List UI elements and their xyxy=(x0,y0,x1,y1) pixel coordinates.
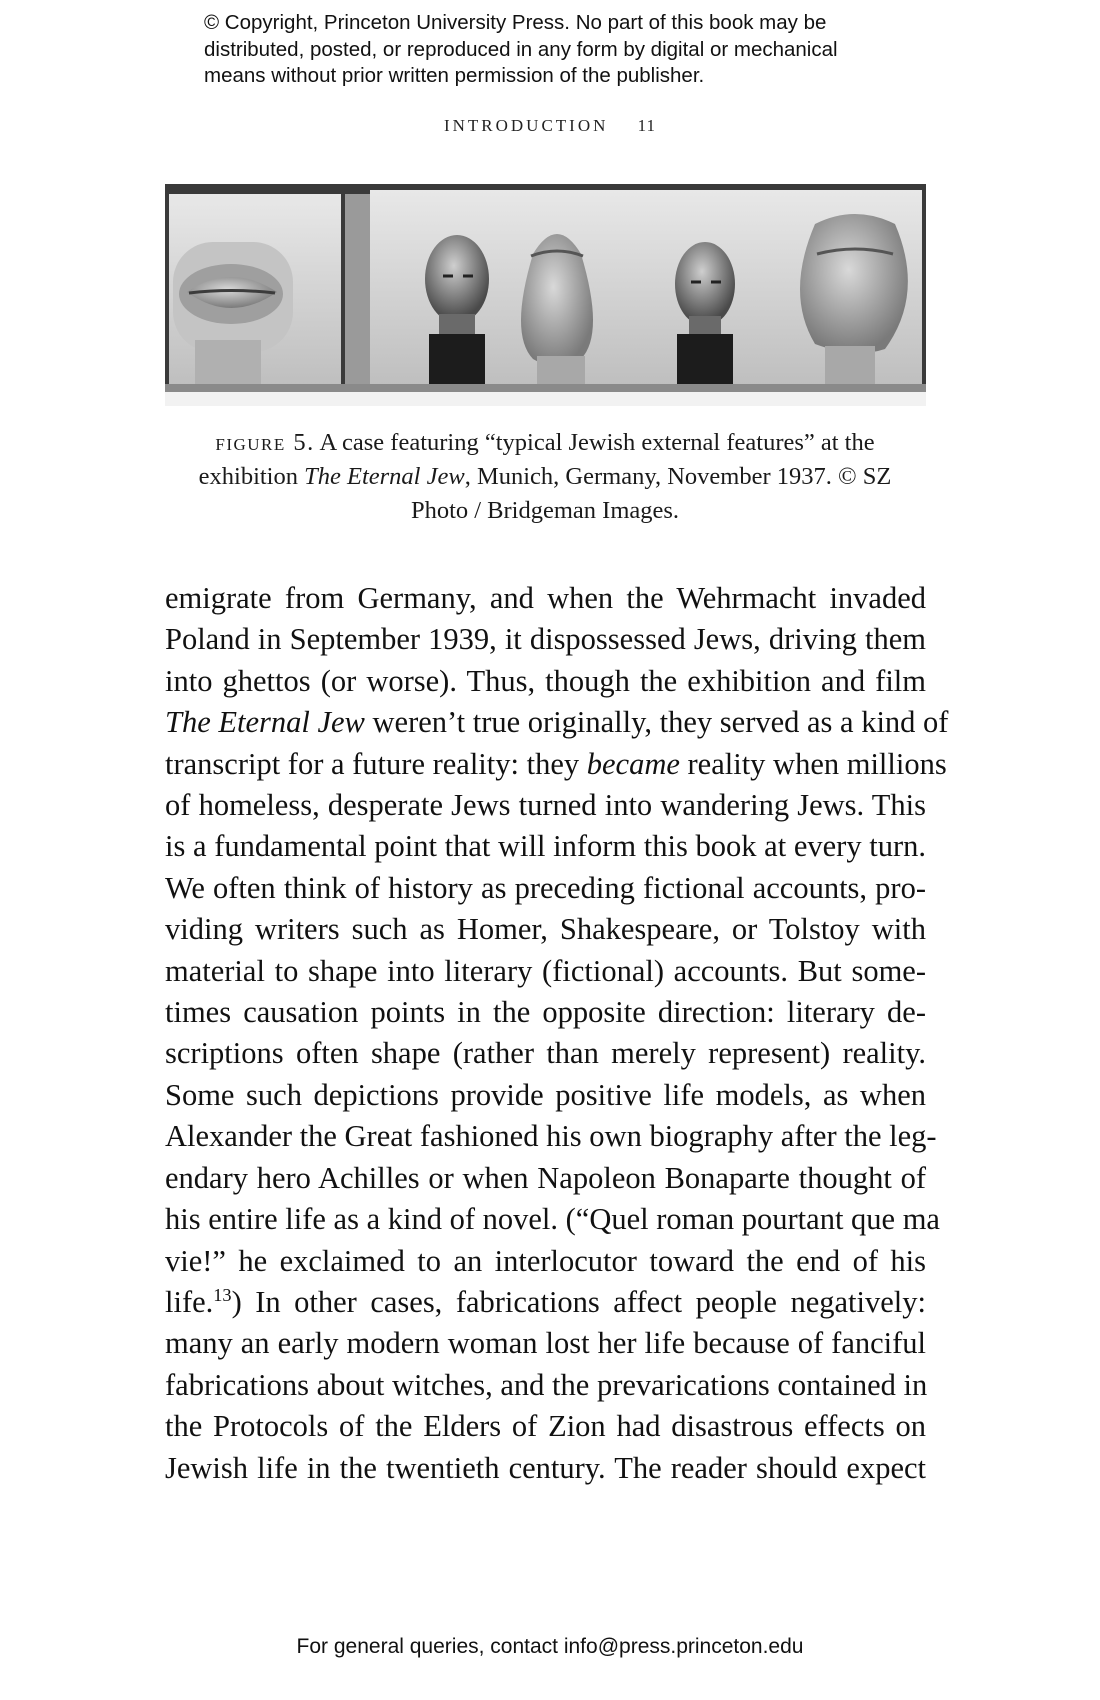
text-line: times causation points in the opposite direction: literary de- xyxy=(165,995,926,1030)
text-line: life.$^{13}$) In other cases, fabrications affect people negatively: xyxy=(165,1284,926,1319)
text-line: his entire life as a kind of novel. (“Quel roman pourtant que ma xyxy=(165,1202,940,1237)
text-line: material to shape into literary (fictional) accounts. But some- xyxy=(165,953,926,988)
figure-photograph xyxy=(165,184,926,406)
exhibition-case-photo xyxy=(165,184,926,406)
caption-text: A case featuring “typical Jewish external features” at the exhibition xyxy=(198,429,875,490)
text-line: We often think of history as preceding fictional accounts, pro- xyxy=(165,870,926,905)
text-line: fabrications about witches, and the prevarications contained in xyxy=(165,1367,928,1402)
page-number: 11 xyxy=(637,116,657,135)
copyright-line: distributed, posted, or reproduced in any form by digital or mechanical xyxy=(204,37,838,61)
copyright-line: means without prior written permission of the publisher. xyxy=(204,64,705,87)
text-line: scriptions often shape (rather than merely represent) reality. xyxy=(165,1036,926,1071)
copyright-notice xyxy=(204,10,924,90)
text-line: viding writers such as Homer, Shakespeare, or Tolstoy with xyxy=(165,912,926,947)
text-line: Poland in September 1939, it dispossessed Jews, driving them xyxy=(165,622,926,657)
text-line: Some such depictions provide positive life models, as when xyxy=(165,1077,926,1112)
caption-text-end: , Munich, Germany, November 1937. © SZ Photo / Bridgeman Images. xyxy=(410,463,892,524)
chapter-title: INTRODUCTION xyxy=(443,116,609,135)
text-line: is a fundamental point that will inform this book at every turn. xyxy=(165,829,926,864)
text-line: many an early modern woman lost her life because of fanciful xyxy=(165,1326,926,1361)
text-line: vie!” he exclaimed to an interlocutor toward the end of his xyxy=(165,1243,926,1278)
italic-became: became xyxy=(586,746,680,781)
text-line: into ghettos (or worse). Thus, though the exhibition and film xyxy=(165,663,926,698)
text-line: of homeless, desperate Jews turned into wandering Jews. This xyxy=(165,788,926,823)
footer-contact: For general queries, contact info@press.princeton.edu xyxy=(296,1635,804,1658)
figure-caption xyxy=(172,426,918,528)
text-line: Alexander the Great fashioned his own biography after the leg- xyxy=(165,1119,937,1154)
text-line: The Eternal Jew weren’t true originally, they served as a kind of xyxy=(165,705,949,740)
figure-label: figure 5. xyxy=(215,429,315,456)
caption-title: The Eternal Jew xyxy=(304,463,465,490)
italic-title: The Eternal Jew xyxy=(165,705,365,740)
text-line: Jewish life in the twentieth century. The reader should expect xyxy=(165,1450,926,1485)
text-line: the Protocols of the Elders of Zion had disastrous effects on xyxy=(165,1409,926,1444)
text-line: endary hero Achilles or when Napoleon Bonaparte thought of xyxy=(165,1160,926,1195)
copyright-line: © Copyright, Princeton University Press. No part of this book may be xyxy=(204,11,827,34)
running-head xyxy=(0,116,1100,136)
text-line: transcript for a future reality: they became reality when millions xyxy=(165,746,947,781)
footnote-ref[interactable]: 13 xyxy=(213,1284,232,1305)
body-paragraph xyxy=(165,578,949,1489)
text-line: emigrate from Germany, and when the Wehrmacht invaded xyxy=(165,581,926,615)
